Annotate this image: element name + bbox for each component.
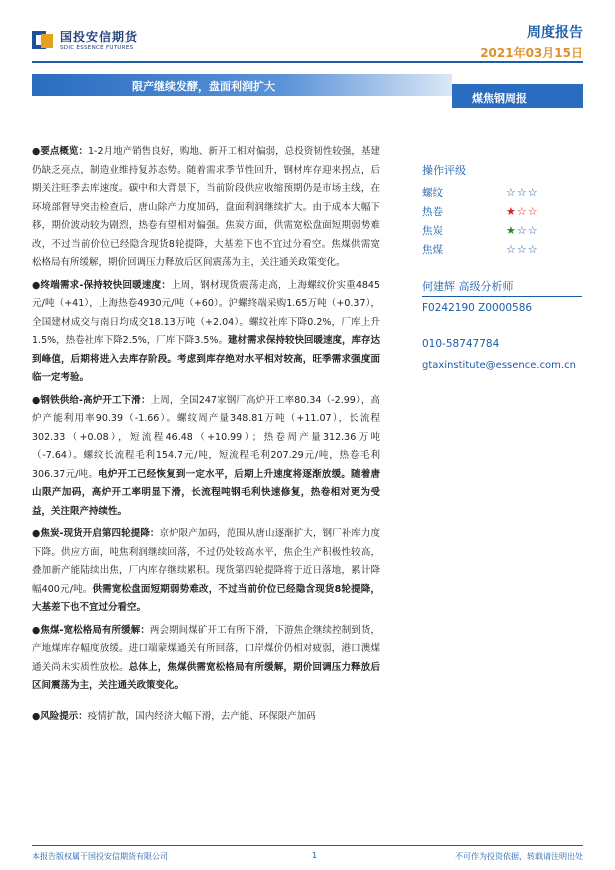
- analyst-id: F0242190 Z0000586: [422, 302, 533, 314]
- section-conclusion: 建材需求保持较快回暖速度，库存达到峰值，后期将进入去库存阶段。考虑到库存绝对水平相对较高，旺季需求强度面临一定考验。: [32, 335, 380, 383]
- analyst-divider: [422, 296, 582, 297]
- rating-row: [422, 221, 592, 240]
- footer-copyright: 本报告版权属于国投安信期货有限公司: [32, 852, 168, 861]
- company-logo: [32, 28, 138, 51]
- title-banner: [32, 74, 452, 96]
- section-text: 1-2月地产销售良好，购地、新开工相对偏弱，总投资韧性较强，基建仍缺乏亮点，制造业维持复苏态势。随着需求季节性回升，钢材库存迎来拐点，后期关注旺季去库速度。碳中和大背景下，当前阶段供应收缩预期仍是市场主线，在环境部督导突击检查后，唐山除产力度加码，盘面利润继续扩大。由于成本大幅下移，期价波动较为剧烈，热卷有望相对偏强。焦炭方面，供需宽松盘面短期弱势难改，不过当前价位已经隐含现货8轮提降，大基差下也不宜过分看空。焦煤供需宽松格局有所缓解，期价回调压力释放后区间震荡为主，关注通关政策变化。: [32, 146, 380, 268]
- main-content: [32, 143, 380, 730]
- section-text: 上周，全国247家钢厂高炉开工率80.34（-2.99），高炉产能利用率90.39（-1.66）。螺纹周产量348.81万吨（+11.07），长流程302.33（+0.08），短流程46.48（+10.99）；热卷周产量312.36万吨（-7.64）。螺纹长流程毛利154.7元/吨，短流程毛利207.29元/吨，热卷毛利306.37元/吨。: [32, 394, 380, 480]
- section-text: 两会期间煤矿开工有所下滑，下游焦企继续控制到货，产地煤库存幅度放缓。进口端蒙煤通关有所回落，口岸煤价仍相对疲弱，港口澳煤通关尚未实质性放松。: [32, 624, 380, 673]
- section-head: ●终端需求-保持较快回暖速度：: [32, 279, 172, 291]
- filled-star-icon: ★: [506, 205, 517, 218]
- section-coking-coal: [32, 622, 380, 696]
- footer-divider: [32, 845, 583, 846]
- section-demand: [32, 277, 380, 388]
- rating-stars-icon: ☆☆☆: [506, 243, 539, 256]
- section-head: ●风险提示：: [32, 710, 88, 722]
- section-head: ●焦炭-现货开启第四轮提降：: [32, 528, 160, 539]
- rating-row: [422, 240, 592, 259]
- section-conclusion: 电炉开工已经恢复到一定水平，后期上升速度将逐渐放缓。随着唐山限产加码，高炉开工率明显下滑，长流程吨钢毛利快速修复，热卷相对更为受益，关注限产持续性。: [32, 468, 380, 517]
- analyst-name: 何建辉 高级分析师: [422, 280, 514, 293]
- report-type: 周度报告: [527, 25, 583, 41]
- section-text: 京炉限产加码，范围从唐山逐渐扩大，钢厂补库力度下降。供应方面，吨焦利润继续回落，不过仍处较高水平，焦企生产积极性较高，叠加新产能陆续出焦，厂内库存继续累积。现货第四轮提降将于近日落地，累计降幅400元/吨。: [32, 528, 380, 595]
- section-text: 疫情扩散，国内经济大幅下滑，去产能、环保限产加码: [87, 710, 316, 722]
- logo-mark-icon: [32, 29, 54, 51]
- rating-row: [422, 183, 592, 202]
- report-date: 2021年03月15日: [480, 46, 583, 60]
- rating-name: 焦煤: [422, 244, 443, 256]
- rating-name: 螺纹: [422, 187, 443, 199]
- rating-stars-icon: ☆☆☆: [506, 186, 539, 199]
- logo-cn-text: 国投安信期货: [60, 30, 139, 44]
- rating-name: 热卷: [422, 206, 443, 218]
- section-text: 上周，钢材现货震荡走高，上海螺纹价实重4845元/吨（+41），上海热卷4930元/吨（+60）。沪螺终端采购1.65万吨（+0.37），全国建材成交与南日均成交18.13万吨（+2.04）。螺纹社库下降0.2%，厂库上升1.5%，热卷社库下降2.5%，厂库下降3.5%。: [32, 279, 380, 346]
- analyst-email[interactable]: gtaxinstitute@essence.com.cn: [422, 360, 576, 371]
- empty-stars-icon: ☆☆: [516, 205, 539, 218]
- section-supply: [32, 392, 380, 522]
- category-label: 煤焦钢周报: [472, 92, 527, 105]
- report-title: 限产继续发酵，盘面利润扩大: [132, 80, 275, 93]
- rating-name: 焦炭: [422, 225, 443, 237]
- section-conclusion: 供需宽松盘面短期弱势难改，不过当前价位已经隐含现货8轮提降，大基差下也不宜过分看空。: [32, 583, 380, 613]
- section-overview: [32, 143, 380, 273]
- logo-en-text: SDIC ESSENCE FUTURES: [60, 45, 134, 51]
- page-number: 1: [312, 851, 318, 860]
- rating-panel: [422, 162, 592, 259]
- category-tag: [452, 84, 583, 108]
- analyst-phone: 010-58747784: [422, 338, 500, 350]
- empty-stars-icon: ☆☆: [516, 224, 539, 237]
- section-head: ●焦煤-宽松格局有所缓解：: [32, 624, 150, 636]
- header-divider: [32, 61, 583, 63]
- footer-disclaimer: 不可作为投资依据，转载请注明出处: [455, 852, 583, 861]
- filled-star-icon: ★: [506, 224, 517, 237]
- section-coke: [32, 525, 380, 618]
- section-risk: [32, 708, 380, 727]
- section-head: ●要点概览：: [32, 146, 88, 157]
- section-head: ●钢铁供给-高炉开工下滑：: [32, 394, 151, 406]
- rating-row: [422, 202, 592, 221]
- rating-title: 操作评级: [422, 164, 466, 177]
- section-conclusion: 总体上，焦煤供需宽松格局有所缓解，期价回调压力释放后区间震荡为主，关注通关政策变化。: [32, 661, 380, 691]
